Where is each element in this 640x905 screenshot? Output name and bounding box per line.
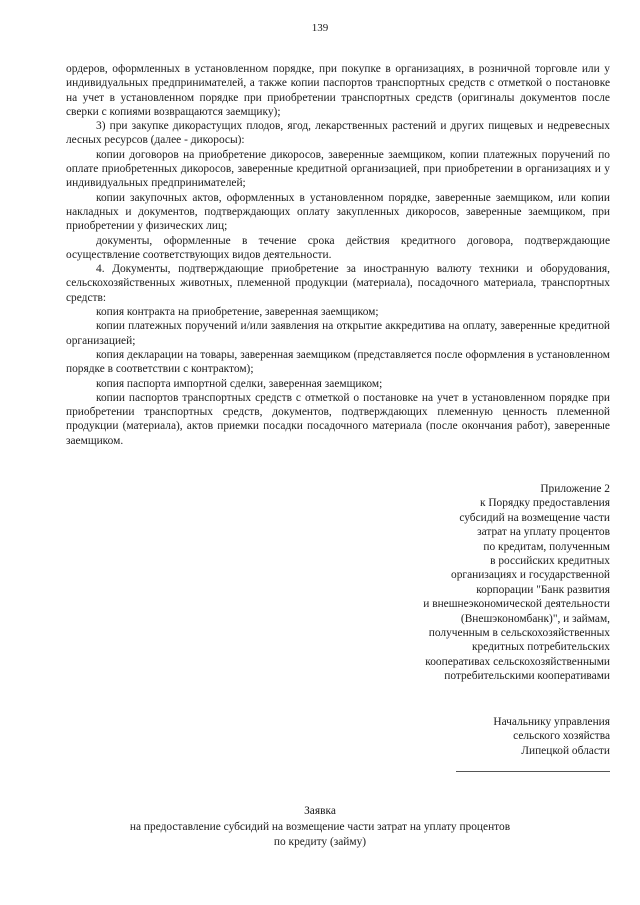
appendix-line: кооперативах сельскохозяйственными	[425, 655, 610, 668]
request-heading	[0, 804, 640, 849]
body-paragraph: копия декларации на товары, заверенная заемщиком (представляется после оформления в установленном порядке в соответствии с контрактом);	[66, 348, 610, 376]
body-paragraph: копия паспорта импортной сделки, заверенная заемщиком;	[96, 377, 383, 390]
appendix-line: Приложение 2	[540, 483, 610, 495]
document-body	[66, 62, 610, 448]
appendix-line: в российских кредитных	[490, 555, 610, 568]
request-title: Заявка	[304, 805, 336, 817]
addressee-block	[310, 715, 610, 758]
addressee-line: Липецкой области	[521, 744, 610, 757]
body-paragraph: копии договоров на приобретение дикоросов, заверенные заемщиком, копии платежных поручений по оплате приобретенных дикоросов, заверенные кредитной организацией, при приобретении в организациях и у индивидуальных предпринимателей;	[66, 148, 610, 190]
appendix-line: потребительскими кооперативами	[444, 670, 610, 683]
body-paragraph: копии закупочных актов, оформленных в установленном порядке, заверенные заемщиком, или копии накладных и документов, подтверждающих оплату закупленных дикоросов, заверенные заемщиком, при приобретении у физических лиц;	[66, 191, 610, 233]
appendix-line: и внешнеэкономической деятельности	[423, 598, 610, 611]
appendix-line: корпорации "Банк развития	[476, 583, 610, 596]
appendix-line: организациях и государственной	[451, 569, 610, 582]
signature-line	[456, 771, 610, 772]
appendix-line: полученным в сельскохозяйственных	[428, 627, 610, 640]
appendix-line: кредитных потребительских	[472, 641, 610, 654]
appendix-line: к Порядку предоставления	[479, 497, 610, 510]
request-subtitle-line: на предоставление субсидий на возмещение части затрат на уплату процентов	[129, 821, 511, 834]
page-number: 139	[311, 22, 329, 34]
body-paragraph: копия контракта на приобретение, заверенная заемщиком;	[96, 306, 379, 319]
appendix-line: субсидий на возмещение части	[459, 511, 610, 524]
body-paragraph: документы, оформленные в течение срока действия кредитного договора, подтверждающие осуществление соответствующих видов деятельности.	[66, 234, 610, 261]
addressee-line: сельского хозяйства	[513, 730, 610, 743]
appendix-line: по кредитам, полученным	[483, 540, 610, 553]
body-paragraph: 4. Документы, подтверждающие приобретение за иностранную валюту техники и оборудования, сельскохозяйственных животных, племенной продукции (материала), посадочного материала, транспортных средств:	[66, 263, 610, 304]
request-subtitle-line: по кредиту (займу)	[273, 835, 367, 848]
addressee-line: Начальнику управления	[493, 716, 610, 728]
body-paragraph: копии паспортов транспортных средств с отметкой о постановке на учет в установленном порядке при приобретении транспортных средств, документов, подтверждающих племенную ценность племенной продукции (материала), актов приемки посадки посадочного материала (после окончания работ), заверенные заемщиком.	[66, 391, 610, 447]
body-paragraph: копии платежных поручений и/или заявления на открытие аккредитива на оплату, заверенные кредитной организацией;	[66, 320, 610, 347]
appendix-header	[310, 482, 610, 684]
appendix-line: (Внешэкономбанк)", и займам,	[460, 612, 610, 625]
body-paragraph: ордеров, оформленных в установленном порядке, при покупке в организациях, в розничной торговле или у индивидуальных предпринимателей, а также копии паспортов транспортных средств с отметкой о постановке на учет в установленном порядке при приобретении транспортных средств (оригиналы документов после сверки с копиями возвращаются заемщику);	[66, 63, 610, 118]
body-paragraph: 3) при закупке дикорастущих плодов, ягод, лекарственных растений и других пищевых и недревесных лесных ресурсов (далее - дикоросы):	[66, 120, 610, 147]
appendix-line: затрат на уплату процентов	[477, 526, 610, 539]
